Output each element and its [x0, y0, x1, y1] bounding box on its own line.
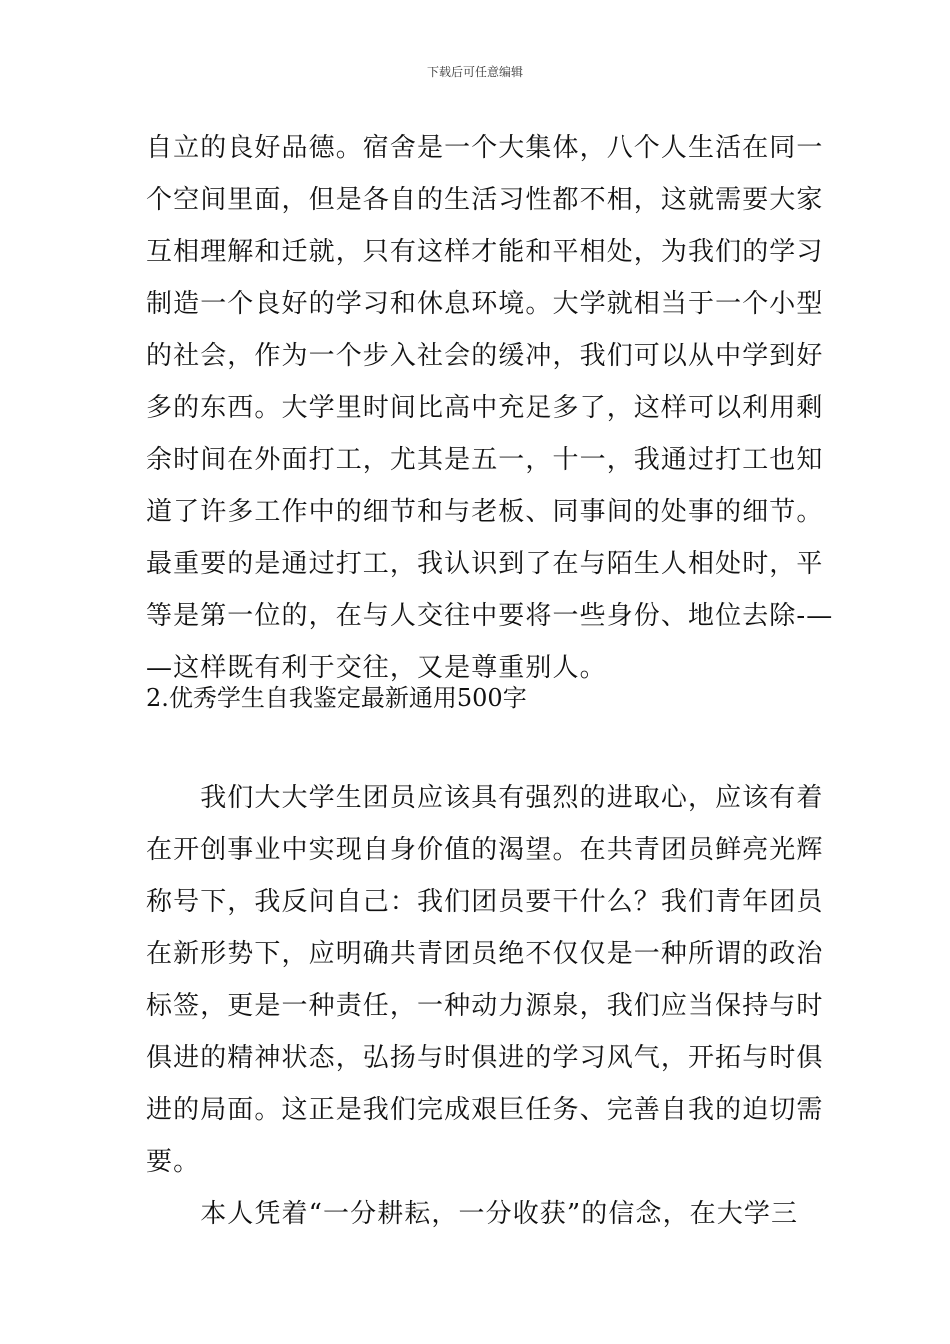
- text-line: —这样既有利于交往，又是尊重别人。: [146, 653, 607, 683]
- text-line: 个空间里面，但是各自的生活习性都不相，这就需要大家: [146, 185, 824, 215]
- text-line: 标签，更是一种责任，一种动力源泉，我们应当保持与时: [146, 991, 824, 1021]
- text-line: 制造一个良好的学习和休息环境。大学就相当于一个小型: [146, 289, 824, 319]
- text-line: 要。: [146, 1147, 201, 1177]
- text-line: 余时间在外面打工，尤其是五一，十一，我通过打工也知: [146, 445, 824, 475]
- text-line: 等是第一位的，在与人交往中要将一些身份、地位去除-—: [146, 601, 834, 631]
- text-line: 我们大大学生团员应该具有强烈的进取心，应该有着: [146, 783, 824, 813]
- text-line: 在开创事业中实现自身价值的渴望。在共青团员鲜亮光辉: [146, 835, 824, 865]
- text-line: 多的东西。大学里时间比高中充足多了，这样可以利用剩: [146, 393, 824, 423]
- text-line: 互相理解和迁就，只有这样才能和平相处，为我们的学习: [146, 237, 824, 267]
- text-line: 自立的良好品德。宿舍是一个大集体，八个人生活在同一: [146, 133, 824, 163]
- text-line: 进的局面。这正是我们完成艰巨任务、完善自我的迫切需: [146, 1095, 824, 1125]
- text-line: 的社会，作为一个步入社会的缓冲，我们可以从中学到好: [146, 341, 824, 371]
- text-line: 本人凭着“一分耕耘，一分收获”的信念，在大学三: [146, 1199, 799, 1229]
- text-line: 道了许多工作中的细节和与老板、同事间的处事的细节。: [146, 497, 824, 527]
- text-line: 俱进的精神状态，弘扬与时俱进的学习风气，开拓与时俱: [146, 1043, 824, 1073]
- text-line: 称号下，我反问自己：我们团员要干什么？我们青年团员: [146, 887, 824, 917]
- text-line: 最重要的是通过打工，我认识到了在与陌生人相处时，平: [146, 549, 824, 579]
- text-line: 在新形势下，应明确共青团员绝不仅仅是一种所谓的政治: [146, 939, 824, 969]
- page-header: 下载后可任意编辑: [426, 65, 523, 79]
- section-heading: 2.优秀学生自我鉴定最新通用500字: [146, 684, 527, 712]
